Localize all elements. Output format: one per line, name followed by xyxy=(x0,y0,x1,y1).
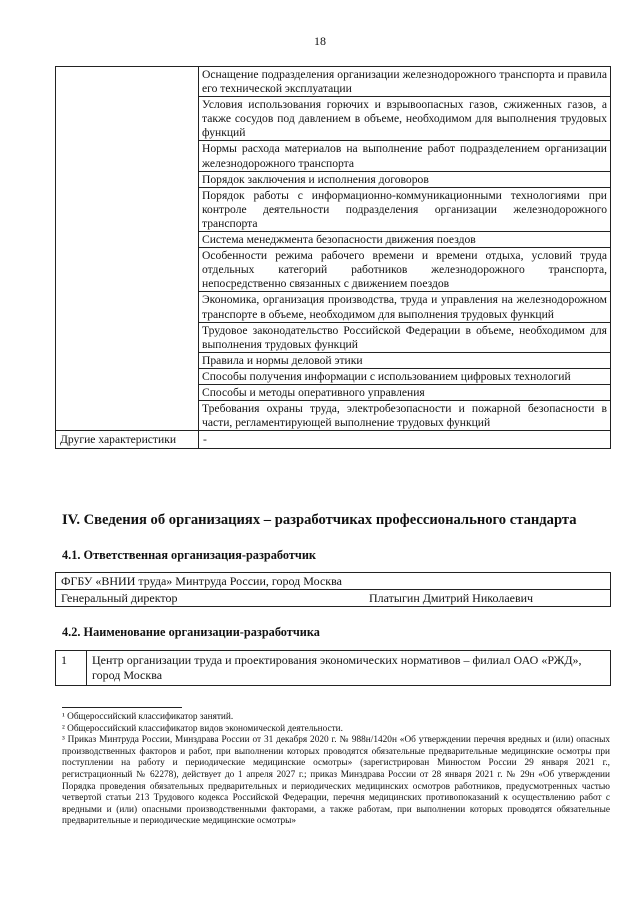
requirement-item: Особенности режима рабочего времени и времени отдыха, условий труда отдельных категорий работников железнодорожного транспорта, непосредственно связанных с движением поездов xyxy=(199,248,611,292)
requirement-item: Порядок работы с информационно-коммуникационными технологиями при контроле деятельности подразделения организации железнодорожного транспорта xyxy=(199,187,611,231)
requirement-item: Оснащение подразделения организации железнодорожного транспорта и правила его технической эксплуатации xyxy=(199,67,611,97)
other-characteristics-label: Другие характеристики xyxy=(56,431,199,449)
subsection-responsible-org: 4.1. Ответственная организация-разработчик xyxy=(62,548,316,562)
subsection-developer-orgs: 4.2. Наименование организации-разработчика xyxy=(62,625,320,639)
responsible-org-person: Платыгин Дмитрий Николаевич xyxy=(369,591,534,605)
responsible-org-position: Генеральный директор xyxy=(61,591,178,605)
requirement-item: Трудовое законодательство Российской Федерации в объеме, необходимом для выполнения трудовых функций xyxy=(199,322,611,352)
footnote-divider xyxy=(62,707,182,708)
responsible-org-name: ФГБУ «ВНИИ труда» Минтруда России, город Москва xyxy=(55,572,611,589)
requirement-item: Экономика, организация производства, труда и управления на железнодорожном транспорте в объеме, необходимом для выполнения трудовых функций xyxy=(199,292,611,322)
requirement-item: Способы и методы оперативного управления xyxy=(199,384,611,400)
requirement-item: Порядок заключения и исполнения договоров xyxy=(199,171,611,187)
requirement-item: Требования охраны труда, электробезопасности и пожарной безопасности в части, регламентирующей выполнение трудовых функций xyxy=(199,401,611,431)
page-number: 18 xyxy=(314,34,326,48)
other-characteristics-row xyxy=(56,431,611,449)
requirement-item: Условия использования горючих и взрывоопасных газов, сжиженных газов, а также сосудов под давлением в объеме, необходимом для выполнения трудовых функций xyxy=(199,97,611,141)
responsible-org-signatory xyxy=(55,589,611,607)
developer-number: 1 xyxy=(56,651,87,686)
developers-table xyxy=(55,650,611,686)
requirement-item: Нормы расхода материалов на выполнение работ подразделением организации железнодорожного транспорта xyxy=(199,141,611,171)
footnote: ² Общероссийский классификатор видов экономической деятельности. xyxy=(62,723,343,734)
responsible-org-box xyxy=(55,572,611,607)
other-characteristics-value: - xyxy=(199,431,611,449)
footnotes xyxy=(62,712,610,828)
section-title: IV. Сведения об организациях – разработчиках профессионального стандарта xyxy=(62,512,577,528)
developer-row xyxy=(56,651,611,686)
requirement-item: Система менеджмента безопасности движения поездов xyxy=(199,232,611,248)
requirements-table xyxy=(55,66,611,449)
requirements-category-cell xyxy=(56,67,199,431)
developer-name: Центр организации труда и проектирования экономических нормативов – филиал ОАО «РЖД», город Москва xyxy=(87,651,611,686)
requirement-item: Правила и нормы деловой этики xyxy=(199,352,611,368)
requirement-item: Способы получения информации с использованием цифровых технологий xyxy=(199,368,611,384)
footnote: ¹ Общероссийский классификатор занятий. xyxy=(62,712,234,722)
footnote: ³ Приказ Минтруда России, Минздрава России от 31 декабря 2020 г. № 988н/1420н «Об утверждении перечня вредных и (или) опасных производственных факторов и работ, при выполнении которых проводятся обязательные предварительные медицинские осмотры при поступлении на работу и периодические медицинские осмотры» (зарегистрирован Минюстом России 29 января 2021 г., регистрационный № 62278), действует до 1 апреля 2027 г.; приказ Минздрава России от 28 января 2021 г. № 29н «Об утверждении Порядка проведения обязательных предварительных и периодических медицинских осмотров работников, предусмотренных частью четвертой статьи 213 Трудового кодекса Российской Федерации, перечня медицинских противопоказаний к осуществлению работ с вредными и (или) опасными производственными факторами, а также работам, при выполнении которых проводятся обязательные предварительные и периодические медицинские осмотры» xyxy=(62,735,610,827)
requirements-row xyxy=(56,67,611,97)
